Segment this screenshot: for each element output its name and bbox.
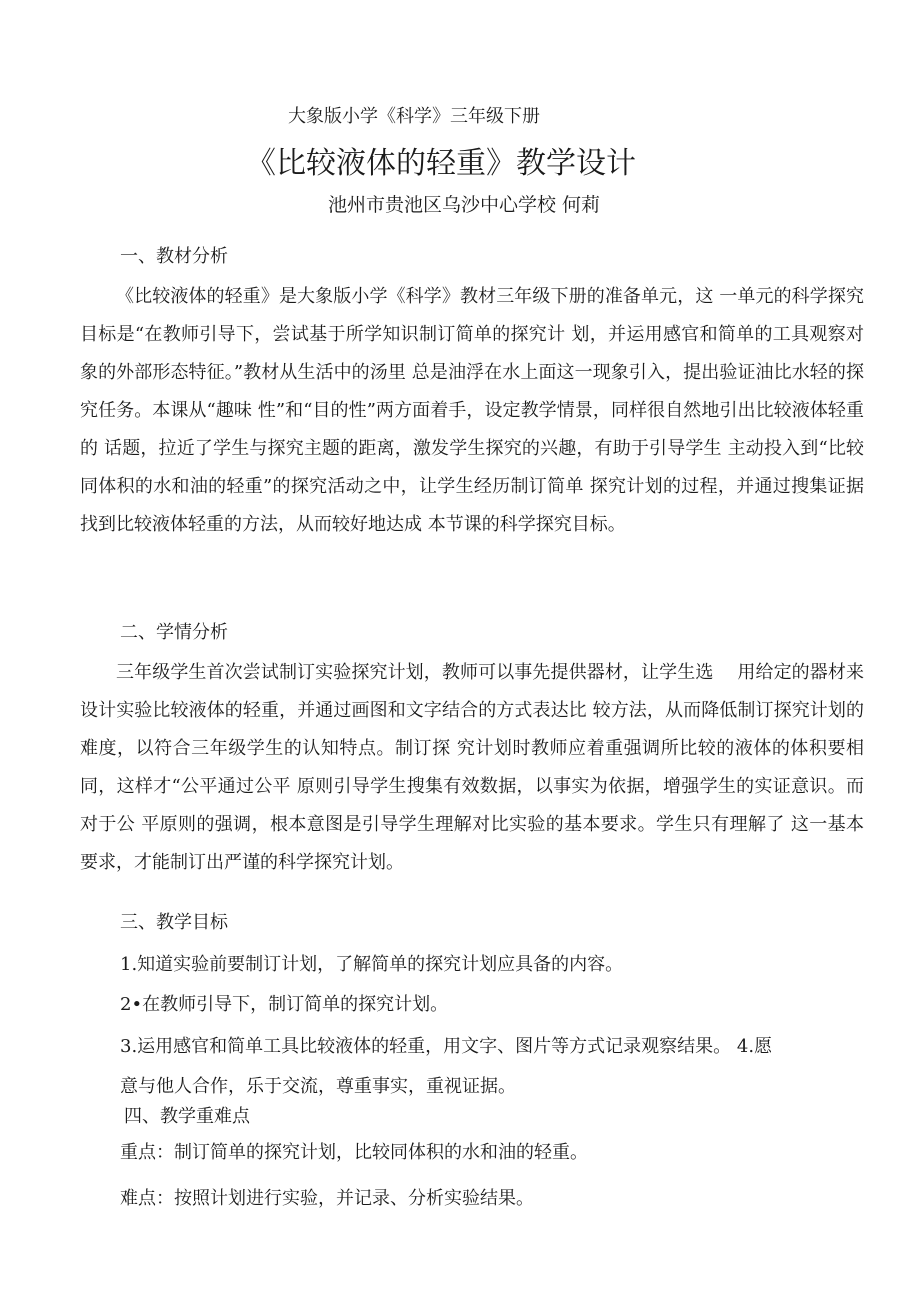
- key-point-text: 重点：制订简单的探究计划，比较同体积的水和油的轻重。: [120, 1142, 588, 1163]
- goal-item-1: 1.知道实验前要制订计划，了解简单的探究计划应具备的内容。: [120, 954, 624, 975]
- section-heading-textbook-analysis: 一、教材分析: [120, 246, 228, 267]
- goal-item-2: 2•在教师引导下，制订简单的探究计划。: [120, 994, 449, 1015]
- student-analysis-paragraph: 三年级学生首次尝试制订实验探究计划，教师可以事先提供器材，让学生选 用给定的器材来设计实验比较液体的轻重，并通过画图和文字结合的方式表达比 较方法，从而降低制订探究计划的难度，以符合三年级学生的认知特点。制订探 究计划时教师应着重强调所比较的液体的体积要相同，这样才“公平通过公平 原则引导学生搜集有效数据，以事实为依据，增强学生的实证意识。而对于公 平原则的强调，根本意图是引导学生理解对比实验的基本要求。学生只有理解了 这一基本要求，才能制订出严谨的科学探究计划。: [80, 662, 864, 873]
- difficult-point-text: 难点：按照计划进行实验，并记录、分析实验结果。: [120, 1188, 534, 1209]
- document-subtitle: 大象版小学《科学》三年级下册: [288, 106, 540, 127]
- goal-item-3: 3.运用感官和简单工具比较液体的轻重，用文字、图片等方式记录观察结果。 4.愿: [120, 1036, 773, 1057]
- document-title: 《比较液体的轻重》教学设计: [246, 146, 636, 181]
- section-heading-teaching-goals: 三、教学目标: [120, 912, 228, 933]
- section-heading-student-analysis: 二、学情分析: [120, 622, 228, 643]
- goal-item-4: 意与他人合作，乐于交流，尊重事实，重视证据。: [120, 1076, 516, 1097]
- textbook-analysis-paragraph: 《比较液体的轻重》是大象版小学《科学》教材三年级下册的准备单元，这 一单元的科学探究目标是“在教师引导下，尝试基于所学知识制订简单的探究计 划，并运用感官和简单的工具观察对象的外部形态特征。”教材从生活中的汤里 总是油浮在水上面这一现象引入，提出验证油比水轻的探究任务。本课从“趣味 性”和“目的性”两方面着手，设定教学情景，同样很自然地引出比较液体轻重的 话题，拉近了学生与探究主题的距离，激发学生探究的兴趣，有助于引导学生 主动投入到“比较同体积的水和油的轻重”的探究活动之中，让学生经历制订简单 探究计划的过程，并通过搜集证据找到比较液体轻重的方法，从而较好地达成 本节课的科学探究目标。: [80, 286, 864, 535]
- section-heading-key-points: 四、教学重难点: [124, 1106, 250, 1127]
- document-author: 池州市贵池区乌沙中心学校 何莉: [328, 194, 601, 216]
